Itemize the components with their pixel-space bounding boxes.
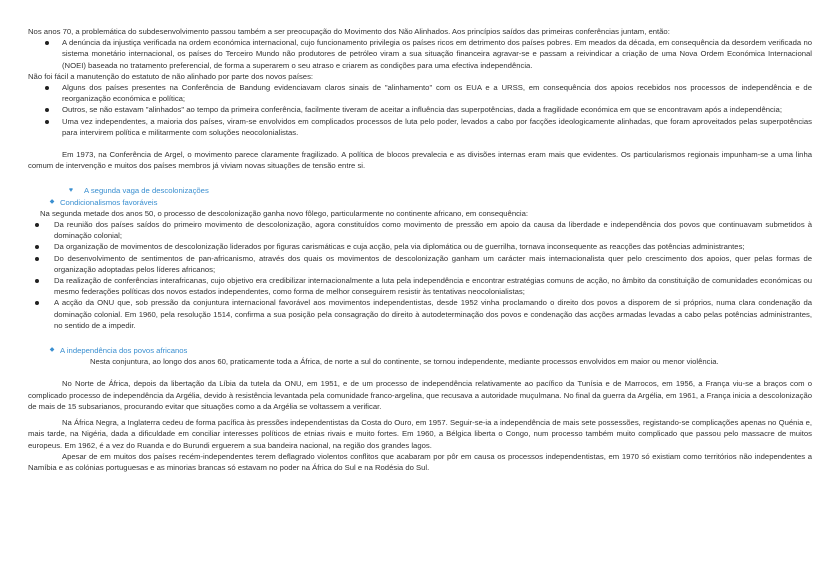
paragraph: Nos anos 70, a problemática do subdesenvolvimento passou também a ser preocupação do Movimento dos Não Alinhados. Aos princípios saídos das primeiras conferências juntam, então:: [28, 27, 670, 36]
list-item: Outros, se não estavam "alinhados" ao tempo da primeira conferência, facilmente tiveram de aceitar a influência das superpotências, dada a fragilidade económica em que se encontravam após a independência;: [28, 104, 812, 115]
bullet-list: [28, 219, 812, 331]
diamond-icon: ◆: [49, 198, 55, 205]
paragraph: Apesar de em muitos dos países recém-independentes terem deflagrado violentos conflitos que acabaram por pôr em causa os processos independentistas, em 1970 só existiam como territórios não independentes a Namíbia e as colónias portuguesas e as minorias brancas só estavam no poder na África do Sul e na Rodésia do Sul.: [28, 451, 812, 472]
list-item: Da realização de conferências interafricanas, cujo objetivo era credibilizar internacionalmente a luta pela independência e encontrar estratégias comuns de acção, no âmbito da constituição de comunidades económicas ou mesmo federações políticas dos novos estados independentes, como forma de melhor conseguirem resistir às tentativas neocolonialistas;: [28, 275, 812, 297]
bullet-list: [28, 82, 812, 138]
list-item: Uma vez independentes, a maioria dos países, viram-se envolvidos em complicados processos de luta pelo poder, levados a cabo por facções ideologicamente alinhadas, que foram aproveitados pelas superpotências para intervirem política e militarmente com soluções neocolonialistas.: [28, 116, 812, 138]
list-item: A denúncia da injustiça verificada na ordem económica internacional, cujo funcionamento privilegia os países ricos em detrimento dos países pobres. Em meados da década, em consequência da desordem verificada no sistema monetário internacional, os países do Terceiro Mundo não produtores de petróleo viram a sua situação financeira agravar-se e passam a reivindicar a criação de uma Nova Ordem Económica Internacional (NOEI) baseada no tratamento preferencial, de forma a superarem o seu atraso e criarem as condições para uma efectiva independência.: [28, 37, 812, 71]
paragraph: Em 1973, na Conferência de Argel, o movimento parece claramente fragilizado. A política de blocos prevalecia e as divisões internas eram mais que evidentes. Os particularismos regionais impunham-se a uma linha comum de intervenção e muitos dos países membros já viviam novas situações de tensão entre si.: [28, 150, 812, 171]
list-item: Da organização de movimentos de descolonização liderados por figuras carismáticas e cuja acção, pela via diplomática ou de guerrilha, tornava inconsequente as reacções das potências administrantes;: [28, 241, 812, 252]
diamond-icon: ◆: [49, 347, 55, 354]
list-item: Do desenvolvimento de sentimentos de pan-africanismo, através dos quais os movimentos de descolonização ganham um carácter mais internacionalista quer pelo crescimento dos apoios, quer pelas formas de organização adoptadas pelos líderes africanos;: [28, 253, 812, 275]
section-heading: [28, 185, 812, 196]
list-item: Alguns dos países presentes na Conferência de Bandung evidenciavam claros sinais de "alinhamento" com os EUA e a URSS, em consequência dos apoios recebidos nos processos de independência e de reorganização económica e política;: [28, 82, 812, 104]
subsection-heading: [28, 345, 812, 356]
paragraph: Nesta conjuntura, ao longo dos anos 60, praticamente toda a África, de norte a sul do continente, se tornou independente, mediante processos envolvidos em maior ou menor violência.: [90, 357, 719, 367]
list-item: A acção da ONU que, sob pressão da conjuntura internacional favorável aos movimentos independentistas, desde 1952 vinha proclamando o direito dos povos a disporem de si próprios, numa clara condenação da dominação colonial. Em 1960, pela resolução 1514, confirma a sua posição pela consagração do direito à autodeterminação dos povos e condenação das acções armadas levadas a cabo pelas potências administrantes, no sentido de a impedir.: [28, 297, 812, 331]
heart-icon: ♥: [68, 187, 74, 195]
subsection-heading-text: A independência dos povos africanos: [60, 346, 188, 356]
list-item: Da reunião dos países saídos do primeiro movimento de descolonização, agora constituídos como movimento de pressão em apoio da causa da liberdade e independência dos povos que continuavam submetidos à dominação colonial;: [28, 219, 812, 241]
paragraph: Não foi fácil a manutenção do estatuto de não alinhado por parte dos novos países:: [28, 71, 314, 81]
paragraph: Na segunda metade dos anos 50, o processo de descolonização ganha novo fôlego, particularmente no continente africano, em consequência:: [40, 208, 529, 218]
subsection-heading-text: Condicionalismos favoráveis: [60, 197, 158, 207]
paragraph: No Norte de África, depois da libertação da Líbia da tutela da ONU, em 1951, e de um processo de independência relativamente ao pacífico da Tunísia e de Marrocos, em 1956, a França viu-se a braços com o complicado processo de independência da Argélia, devido à resistência levantada pela comunidade franco-argelina, que recusava a autoridade muçulmana. No final da guerra da Argélia, em 1961, a França inicia a descolonização de mais de 15 subsarianos, procurando evitar que situações como a da Argélia se voltassem a verificar.: [28, 379, 812, 411]
section-heading-text: A segunda vaga de descolonizações: [84, 186, 209, 196]
subsection-heading: [28, 197, 812, 208]
paragraph: Na África Negra, a Inglaterra cedeu de forma pacífica às pressões independentistas da Costa do Ouro, em 1957. Seguir-se-ia a independência de mais sete possessões, registando-se complicações apenas no Quénia e, mais tarde, na Nigéria, dada a dificuldade em conciliar interesses políticos de etnias rivais e muito fortes. Em 1960, a Bélgica liberta o Congo, num processo também muito complicado que passou pelo massacre de muitos europeus. Em 1962, é a vez do Ruanda e do Burundi erguerem a sua bandeira nacional, na região dos grandes lagos.: [28, 418, 812, 450]
bullet-list: [28, 37, 812, 71]
